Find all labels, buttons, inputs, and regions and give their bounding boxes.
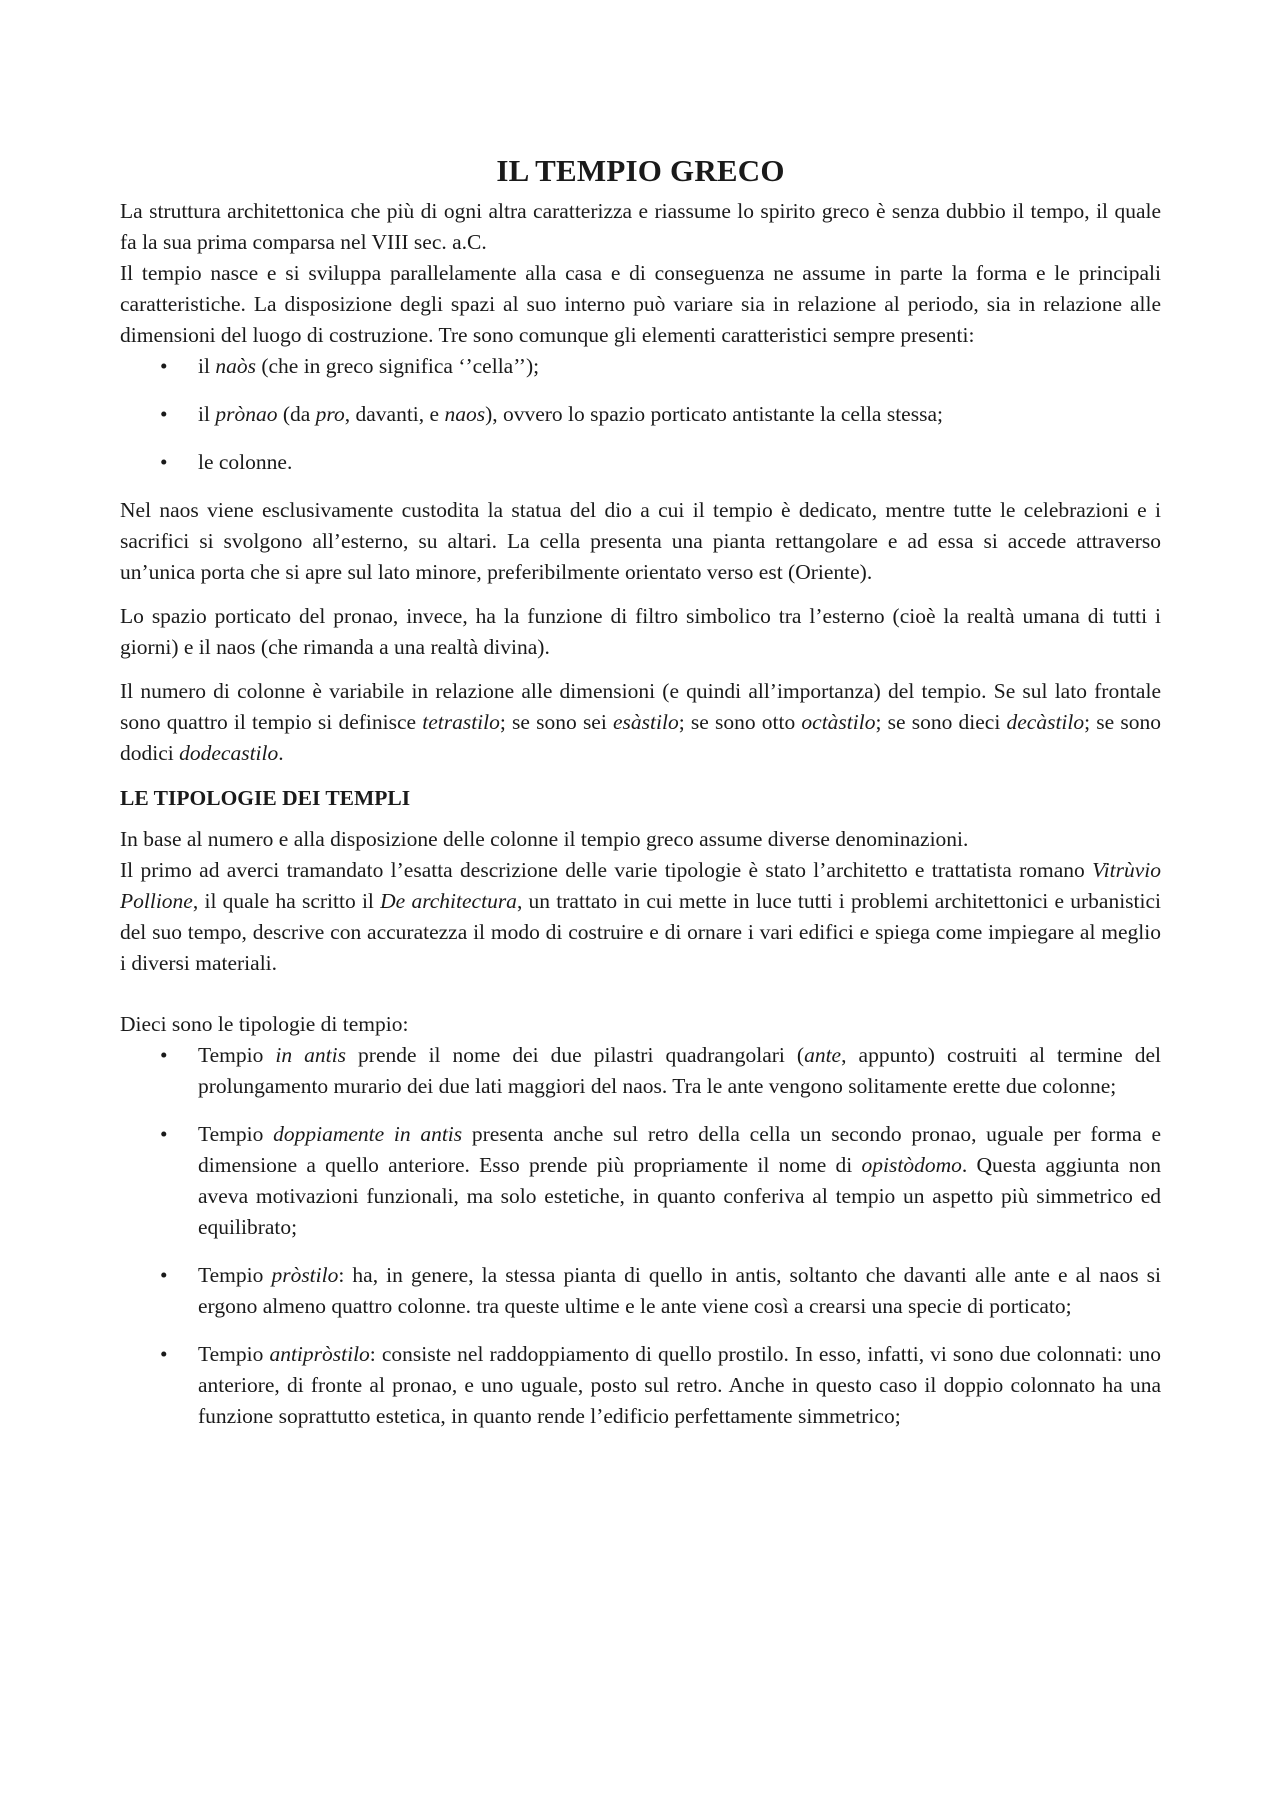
text-span: presenta anche sul retro della cella un secondo pronao, uguale per forma e dimensione a quello anteriore. Esso prende più propriamente il nome di — [198, 1122, 1161, 1177]
tipologie-paragraph-2 — [120, 855, 1161, 979]
text-span: : ha, in genere, la stessa pianta di quello in antis, soltanto che davanti alle ante e al naos si ergono almeno quattro colonne. tra queste ultime e le ante viene così a crearsi una specie di porticato; — [198, 1263, 1161, 1318]
text-span: , appunto) costruiti al termine del prolungamento murario dei due lati maggiori del naos. Tra le ante vengono solitamente erette due colonne; — [198, 1043, 1161, 1098]
text-span: (che in greco significa ‘’cella’’); — [255, 354, 540, 378]
text-span: il — [198, 402, 216, 426]
text-span: ), ovvero lo spazio porticato antistante la cella stessa; — [485, 402, 943, 426]
text-span: ; se sono sei — [499, 710, 614, 734]
text-span: Tempio — [198, 1263, 272, 1287]
list-item-colonne — [120, 447, 1161, 478]
page-title: IL TEMPIO GRECO — [496, 153, 785, 188]
section-heading-tipologie: LE TIPOLOGIE DEI TEMPLI — [120, 786, 411, 810]
text-span: le colonne. — [198, 450, 293, 474]
list-item-antiprostilo — [120, 1339, 1161, 1432]
italic-term: antipròstilo — [269, 1342, 370, 1366]
text-span: Il numero di colonne è variabile in relazione alle dimensioni (e quindi all’importanza) del tempio. Se sul lato frontale sono quattro il tempio si definisce — [120, 679, 1161, 734]
bullet: • — [160, 402, 168, 426]
italic-term: Vitrùvio Pollione — [120, 858, 1161, 913]
naos-paragraph: Nel naos viene esclusivamente custodita la statua del dio a cui il tempio è dedicato, mentre tutte le celebrazioni e i sacrifici si svolgono all’esterno, su altari. La cella presenta una pianta rettangolare e ad essa si accede attraverso un’unica porta che si apre sul lato minore, preferibilmente orientato verso est (Oriente). — [120, 498, 1161, 584]
italic-term: pro — [315, 402, 345, 426]
intro-paragraph-1: La struttura architettonica che più di ogni altra caratterizza e riassume lo spirito greco è senza dubbio il tempo, il quale fa la sua prima comparsa nel VIII sec. a.C. — [120, 199, 1161, 254]
text-span: ; se sono dodici — [120, 710, 1161, 765]
italic-term: naòs — [215, 354, 256, 378]
text-span: Tempio — [198, 1342, 270, 1366]
text-span: , un trattato in cui mette in luce tutti i problemi architettonici e urbanistici del suo tempo, descrive con accuratezza il modo di costruire e di ornare i vari edifici e spiega come impiegare al meglio i diversi materiali. — [120, 889, 1161, 975]
italic-term: dodecastilo — [179, 741, 279, 765]
elements-list — [120, 351, 1161, 478]
italic-term: pròstilo — [271, 1263, 339, 1287]
bullet: • — [160, 354, 168, 378]
bullet: • — [160, 1342, 168, 1366]
italic-term: esàstilo — [613, 710, 679, 734]
columns-paragraph — [120, 676, 1161, 769]
pronao-paragraph: Lo spazio porticato del pronao, invece, ha la funzione di filtro simbolico tra l’esterno (cioè la realtà umana di tutti i giorni) e il naos (che rimanda a una realtà divina). — [120, 604, 1161, 659]
italic-term: De architectura — [380, 889, 517, 913]
bullet: • — [160, 450, 168, 474]
text-span: prende il nome dei due pilastri quadrangolari ( — [346, 1043, 805, 1067]
bullet: • — [160, 1263, 168, 1287]
text-span: Il primo ad averci tramandato l’esatta descrizione delle varie tipologie è stato l’architetto e trattatista romano — [120, 858, 1093, 882]
text-span: , il quale ha scritto il — [192, 889, 381, 913]
italic-term: octàstilo — [801, 710, 876, 734]
list-item-pronao — [120, 399, 1161, 430]
tipologie-paragraph-1: In base al numero e alla disposizione delle colonne il tempio greco assume diverse denominazioni. — [120, 827, 969, 851]
text-span: Tempio — [198, 1122, 274, 1146]
italic-term: prònao — [215, 402, 278, 426]
text-span: Tempio — [198, 1043, 276, 1067]
text-span: : consiste nel raddoppiamento di quello prostilo. In esso, infatti, vi sono due colonnati: uno anteriore, di fronte al pronao, e uno uguale, posto sul retro. Anche in questo caso il doppio colonnato ha una funzione soprattutto estetica, in quanto rende l’edificio perfettamente simmetrico; — [198, 1342, 1161, 1428]
text-span: . Questa aggiunta non aveva motivazioni funzionali, ma solo estetiche, in quanto conferiva al tempio un aspetto più simmetrico ed equilibrato; — [198, 1153, 1161, 1239]
text-span: , davanti, e — [344, 402, 445, 426]
text-span: (da — [277, 402, 316, 426]
text-span: ; se sono otto — [678, 710, 802, 734]
text-span: ; se sono dieci — [875, 710, 1007, 734]
list-item-naos — [120, 351, 1161, 382]
types-list — [120, 1040, 1161, 1432]
bullet: • — [160, 1043, 168, 1067]
list-item-doppiamente-in-antis — [120, 1119, 1161, 1243]
list-item-in-antis — [120, 1040, 1161, 1102]
italic-term: tetrastilo — [422, 710, 500, 734]
italic-term: ante — [804, 1043, 842, 1067]
italic-term: decàstilo — [1006, 710, 1085, 734]
text-span: il — [198, 354, 216, 378]
text-span: . — [278, 741, 284, 765]
italic-term: doppiamente in antis — [273, 1122, 463, 1146]
italic-term: naos — [444, 402, 486, 426]
intro-paragraph-2: Il tempio nasce e si sviluppa parallelamente alla casa e di conseguenza ne assume in parte la forma e le principali caratteristiche. La disposizione degli spazi al suo interno può variare sia in relazione al periodo, sia in relazione alle dimensioni del luogo di costruzione. Tre sono comunque gli elementi caratteristici sempre presenti: — [120, 261, 1161, 347]
italic-term: in antis — [275, 1043, 346, 1067]
italic-term: opistòdomo — [861, 1153, 962, 1177]
tipologie-paragraph-3: Dieci sono le tipologie di tempio: — [120, 1012, 409, 1036]
list-item-prostilo — [120, 1260, 1161, 1322]
bullet: • — [160, 1122, 168, 1146]
